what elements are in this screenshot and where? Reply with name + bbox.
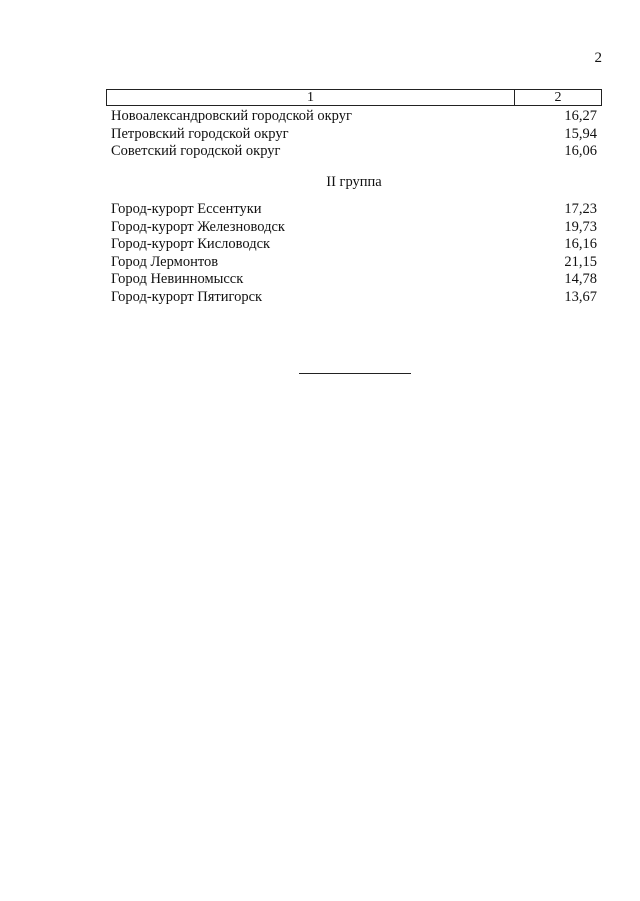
table-row bbox=[111, 219, 597, 237]
row-name: Город Лермонтов bbox=[111, 253, 219, 270]
row-name: Город-курорт Ессентуки bbox=[111, 201, 262, 217]
section1-table bbox=[111, 108, 597, 161]
row-value: 21,15 bbox=[564, 253, 597, 270]
row-value: 17,23 bbox=[564, 201, 597, 217]
table-row bbox=[111, 254, 597, 272]
row-name: Город-курорт Кисловодск bbox=[111, 236, 271, 252]
section2-table bbox=[111, 201, 597, 306]
row-value: 13,67 bbox=[564, 288, 597, 305]
table-row bbox=[111, 289, 597, 307]
row-name: Город-курорт Железноводск bbox=[111, 218, 285, 235]
table-row bbox=[111, 271, 597, 289]
page-number: 2 bbox=[594, 50, 602, 66]
table-header bbox=[106, 89, 602, 106]
group-heading: II группа bbox=[326, 174, 382, 190]
row-value: 16,06 bbox=[564, 143, 597, 159]
table-header-col2: 2 bbox=[554, 90, 562, 105]
row-value: 15,94 bbox=[564, 125, 597, 142]
table-row bbox=[111, 143, 597, 161]
row-name: Новоалександровский городской округ bbox=[111, 108, 352, 124]
table-row bbox=[111, 126, 597, 144]
end-of-document-line bbox=[299, 373, 411, 374]
table-row bbox=[111, 236, 597, 254]
row-name: Город Невинномысск bbox=[111, 271, 244, 287]
row-value: 14,78 bbox=[564, 271, 597, 287]
row-value: 16,27 bbox=[564, 108, 597, 124]
row-value: 16,16 bbox=[564, 236, 597, 252]
table-row bbox=[111, 108, 597, 126]
table-header-col1: 1 bbox=[107, 90, 515, 105]
row-name: Советский городской округ bbox=[111, 143, 281, 159]
row-value: 19,73 bbox=[564, 218, 597, 235]
table-row bbox=[111, 201, 597, 219]
row-name: Город-курорт Пятигорск bbox=[111, 288, 263, 305]
row-name: Петровский городской округ bbox=[111, 125, 289, 142]
